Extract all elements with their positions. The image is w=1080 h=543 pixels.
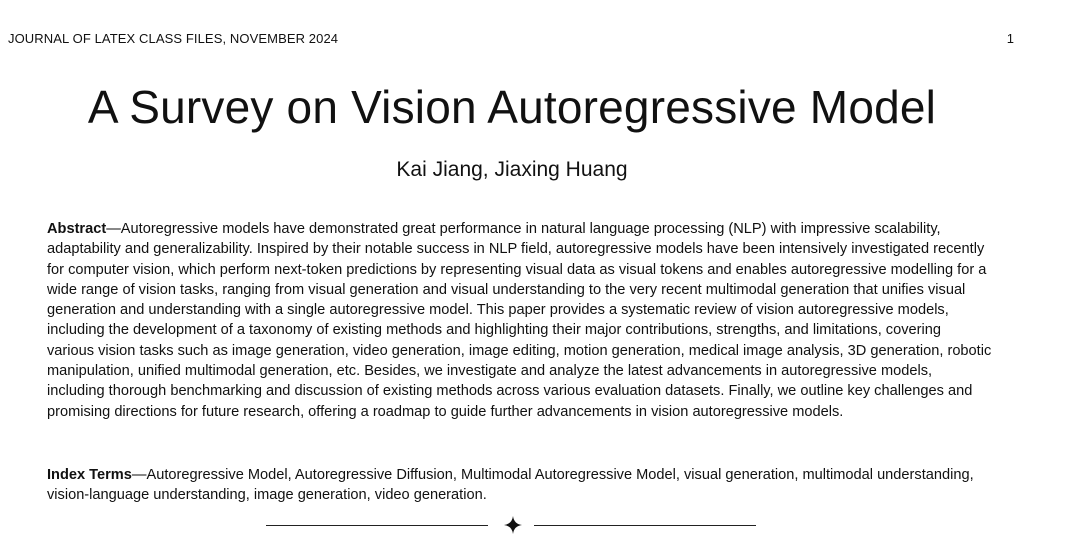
index-terms-label: Index Terms [47,467,132,483]
four-point-star-icon [503,515,523,535]
authors: Kai Jiang, Jiaxing Huang [396,158,628,181]
paper-title: A Survey on Vision Autoregressive Model [87,81,937,133]
running-head: JOURNAL OF LATEX CLASS FILES, NOVEMBER 2024 [8,31,339,46]
section-separator [266,515,756,537]
index-terms-text: —Autoregressive Model, Autoregressive Diffusion, Multimodal Autoregressive Model, visual generation, multimodal understanding, vision-language understanding, image generation, video generation. [47,467,974,504]
separator-line-right [534,525,756,526]
abstract-label: Abstract [47,221,107,237]
separator-line-left [266,525,488,526]
abstract-text: —Autoregressive models have demonstrated great performance in natural language processing (NLP) with impressive scalability, adaptability and generalizability. Inspired by their notable success in NLP field, autoregressive models have been intensively investigated recently for computer vision, which perform next-token predictions by representing visual data as visual tokens and enables autoregressive modelling for a wide range of vision tasks, ranging from visual generation and visual understanding to the very recent multimodal generation that unifies visual generation and understanding with a single autoregressive model. This paper provides a systematic review of vision autoregressive models, including the development of a taxonomy of existing methods and highlighting their major contributions, strengths, and limitations, covering various vision tasks such as image generation, video generation, image editing, motion generation, medical image analysis, 3D generation, robotic manipulation, unified multimodal generation, etc. Besides, we investigate and analyze the latest advancements in autoregressive models, including thorough benchmarking and discussion of existing methods across various evaluation datasets. Finally, we outline key challenges and promising directions for future research, offering a roadmap to guide further advancements in vision autoregressive models. [47,221,992,420]
abstract [47,219,992,422]
index-terms [47,465,992,506]
page-number: 1 [1006,31,1014,46]
